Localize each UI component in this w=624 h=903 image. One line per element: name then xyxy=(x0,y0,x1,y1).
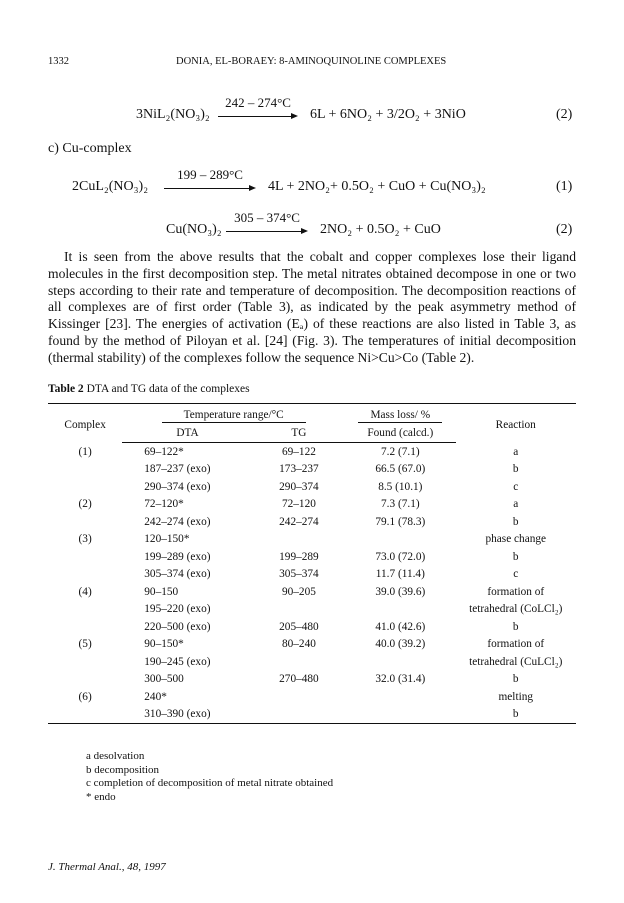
cell-tg: 305–374 xyxy=(279,568,319,581)
cell-dta: 90–150 xyxy=(144,585,179,598)
cell-complex: (5) xyxy=(78,638,92,651)
cell-reaction: tetrahedral (CuLCl₂) xyxy=(469,655,563,668)
footnote: * endo xyxy=(86,790,116,803)
cell-tg: 242–274 xyxy=(279,515,319,528)
table-row xyxy=(48,601,576,619)
cell-reaction: phase change xyxy=(485,533,547,546)
cell-tg xyxy=(253,706,345,724)
cell-complex: (2) xyxy=(78,498,92,511)
data-table xyxy=(48,403,576,724)
table-row xyxy=(48,636,576,654)
cell-complex xyxy=(48,566,122,584)
cell-reaction: b xyxy=(512,463,519,476)
equation-products: 6L + 6NO₂ + 3/2O₂ + 3NiO xyxy=(310,107,466,122)
header-found-calcd: Found (calcd.) xyxy=(345,425,455,443)
running-title: DONIA, EL-BORAEY: 8-AMINOQUINOLINE COMPLEXES xyxy=(176,56,447,67)
cell-tg: 90–205 xyxy=(281,585,316,598)
table-caption xyxy=(48,383,250,395)
ni-equation xyxy=(0,96,624,126)
cell-complex xyxy=(48,601,122,619)
cell-mass-loss: 32.0 (31.4) xyxy=(375,673,426,686)
cell-tg: 199–289 xyxy=(279,550,319,563)
cell-dta: 310–390 (exo) xyxy=(122,706,252,724)
reaction-condition: 305 – 374°C xyxy=(234,210,300,225)
cell-reaction: a xyxy=(513,498,519,511)
cell-dta: 90–150* xyxy=(144,638,184,651)
table-row xyxy=(48,513,576,531)
cell-reaction: c xyxy=(513,568,519,581)
cell-tg xyxy=(253,653,345,671)
cell-tg xyxy=(253,531,345,549)
paragraph-text: It is seen from the above results that the cobalt and copper complexes lose their ligand molecules in the first decomposition step. The metal nitrates obtained decompose in one or two steps according to their rate and temperature of decomposition. The decomposition reactions of all complexes are of first order (Table 3), as indicated by the peak asymmetry method of Kissinger [23]. The energies of activation (Eₐ) of these reactions are also listed in Table 3, as found by the method of Piloyan et al. [24] (Fig. 3). The temperatures of initial decomposition (thermal stability) of the complexes follow the sequence Ni>Cu>Co (Table 2). xyxy=(48,249,576,365)
cell-dta: 187–237 (exo) xyxy=(144,463,211,476)
header-dta: DTA xyxy=(122,425,252,443)
body-paragraph xyxy=(48,249,576,367)
cell-mass-loss: 73.0 (72.0) xyxy=(375,550,426,563)
cell-complex xyxy=(48,706,122,724)
reaction-arrow xyxy=(226,211,308,241)
cell-mass-loss: 11.7 (11.4) xyxy=(375,568,425,581)
cell-mass-loss: 66.5 (67.0) xyxy=(375,463,426,476)
cell-tg xyxy=(253,601,345,619)
table-row xyxy=(48,548,576,566)
table-row xyxy=(48,478,576,496)
cell-reaction: a xyxy=(513,445,519,458)
cell-mass-loss xyxy=(345,706,455,724)
page-number: 1332 xyxy=(48,56,69,67)
table-row xyxy=(48,671,576,689)
table-row xyxy=(48,583,576,601)
cell-tg: 72–120 xyxy=(281,498,316,511)
equation-reactant: Cu(NO₃)₂ xyxy=(166,222,222,237)
reaction-condition: 199 – 289°C xyxy=(177,167,243,182)
cell-mass-loss xyxy=(345,531,455,549)
equation-products: 2NO₂ + 0.5O₂ + CuO xyxy=(320,222,441,237)
table-label: Table 2 xyxy=(48,383,84,395)
cell-mass-loss: 7.2 (7.1) xyxy=(381,445,420,458)
cell-mass-loss: 41.0 (42.6) xyxy=(375,620,426,633)
footnote: c completion of decomposition of metal nitrate obtained xyxy=(86,777,334,790)
reaction-condition: 242 – 274°C xyxy=(225,95,291,110)
cell-complex xyxy=(48,618,122,636)
cell-tg: 290–374 xyxy=(279,480,319,493)
footnote: a desolvation xyxy=(86,750,145,762)
cell-dta: 220–500 (exo) xyxy=(144,620,211,633)
table-row xyxy=(48,618,576,636)
cu-equation-2 xyxy=(0,211,624,241)
cell-complex: (4) xyxy=(78,585,92,598)
table-row xyxy=(48,688,576,706)
cell-reaction: c xyxy=(513,480,519,493)
cell-reaction: b xyxy=(512,620,519,633)
cell-reaction: b xyxy=(512,673,519,686)
cell-dta: 195–220 (exo) xyxy=(144,603,211,616)
cell-reaction: formation of xyxy=(487,638,545,651)
equation-reactant: 3NiL₂(NO₃)₂ xyxy=(136,107,210,122)
cell-complex: (6) xyxy=(78,690,92,703)
header-reaction: Reaction xyxy=(456,404,576,443)
equation-products: 4L + 2NO₂+ 0.5O₂ + CuO + Cu(NO₃)₂ xyxy=(268,179,486,194)
table-row xyxy=(48,706,576,724)
reaction-arrow xyxy=(164,168,256,198)
cell-reaction: melting xyxy=(498,690,534,703)
cell-tg: 69–122 xyxy=(281,445,316,458)
cell-complex xyxy=(48,461,122,479)
cell-complex xyxy=(48,548,122,566)
cell-complex: (3) xyxy=(78,533,92,546)
footnote: b decomposition xyxy=(86,763,160,776)
cell-dta: 300–500 xyxy=(144,673,184,686)
section-heading: c) Cu-complex xyxy=(48,141,132,156)
cell-mass-loss: 79.1 (78.3) xyxy=(375,515,426,528)
cell-reaction: formation of xyxy=(487,585,545,598)
equation-reactant: 2CuL₂(NO₃)₂ xyxy=(72,179,149,194)
cell-reaction: tetrahedral (CoLCl₂) xyxy=(469,603,563,616)
cell-dta: 305–374 (exo) xyxy=(144,568,211,581)
cell-tg: 270–480 xyxy=(279,673,319,686)
equation-number: (2) xyxy=(556,107,573,122)
table-row xyxy=(48,496,576,514)
cell-tg: 173–237 xyxy=(279,463,319,476)
header-complex: Complex xyxy=(48,404,122,443)
cu-equation-1 xyxy=(0,168,624,198)
cell-reaction: b xyxy=(512,515,519,528)
cell-complex xyxy=(48,478,122,496)
cell-complex xyxy=(48,671,122,689)
cell-tg xyxy=(253,688,345,706)
cell-complex xyxy=(48,513,122,531)
cell-dta: 199–289 (exo) xyxy=(144,550,211,563)
cell-mass-loss: 7.3 (7.1) xyxy=(381,498,420,511)
cell-mass-loss: 8.5 (10.1) xyxy=(378,480,423,493)
table-row xyxy=(48,461,576,479)
cell-dta: 72–120* xyxy=(144,498,184,511)
journal-footer: J. Thermal Anal., 48, 1997 xyxy=(48,861,166,873)
cell-mass-loss xyxy=(345,653,455,671)
table-row xyxy=(48,443,576,461)
cell-mass-loss: 40.0 (39.2) xyxy=(375,638,426,651)
equation-number: (1) xyxy=(556,179,573,194)
header-mass-loss: Mass loss/ % xyxy=(345,404,455,425)
cell-mass-loss: 39.0 (39.6) xyxy=(375,585,426,598)
cell-dta: 120–150* xyxy=(144,533,190,546)
cell-tg: 205–480 xyxy=(279,620,319,633)
cell-dta: 69–122* xyxy=(144,445,184,458)
cell-dta: 190–245 (exo) xyxy=(144,655,211,668)
cell-dta: 290–374 (exo) xyxy=(144,480,211,493)
equation-number: (2) xyxy=(556,222,573,237)
cell-reaction: b xyxy=(512,550,519,563)
table-row xyxy=(48,566,576,584)
cell-mass-loss xyxy=(345,688,455,706)
cell-complex: (1) xyxy=(78,445,92,458)
table-row xyxy=(48,531,576,549)
reaction-arrow xyxy=(218,96,298,126)
header-temperature-range: Temperature range/°C xyxy=(122,404,345,425)
table-footnotes xyxy=(86,750,333,804)
header-tg: TG xyxy=(253,425,345,443)
cell-tg: 80–240 xyxy=(281,638,316,651)
cell-mass-loss xyxy=(345,601,455,619)
table-caption-text: DTA and TG data of the complexes xyxy=(83,383,250,395)
cell-dta: 240* xyxy=(144,690,167,703)
cell-complex xyxy=(48,653,122,671)
cell-reaction: b xyxy=(456,706,576,724)
table-row xyxy=(48,653,576,671)
cell-dta: 242–274 (exo) xyxy=(144,515,211,528)
